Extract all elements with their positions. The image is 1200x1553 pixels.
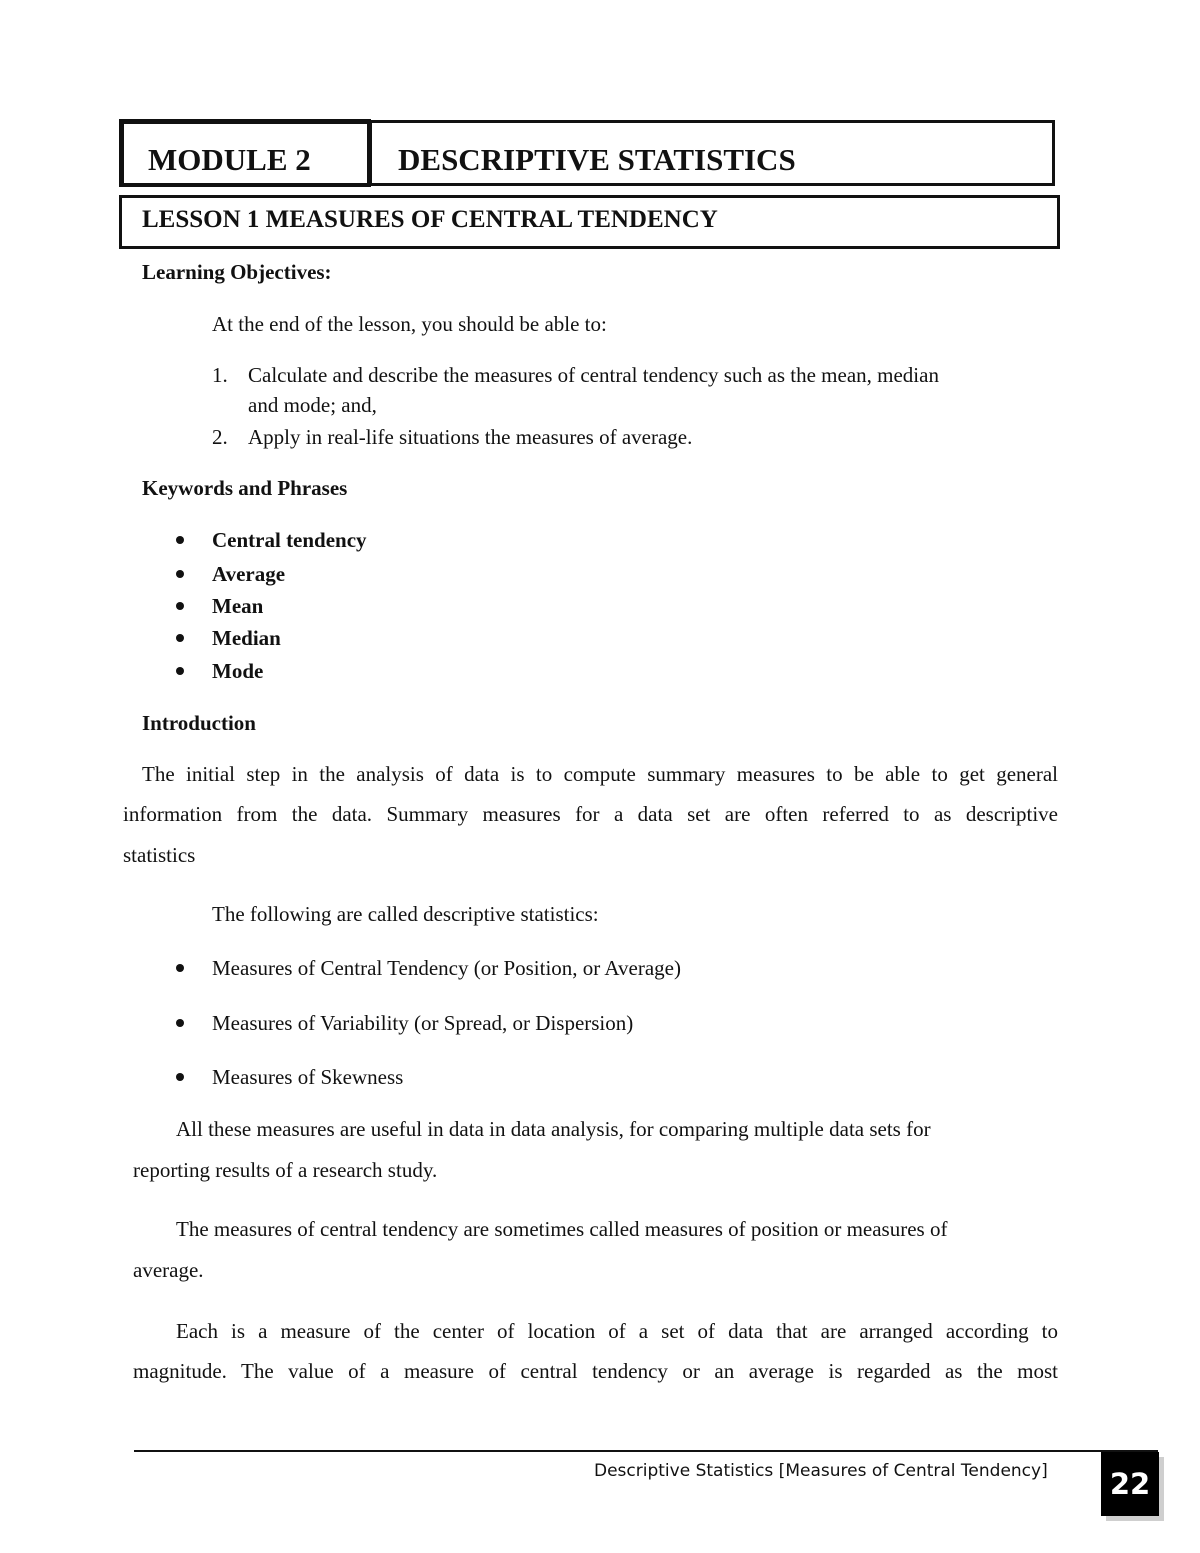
keyword-item: Mean — [212, 594, 264, 618]
bullet-icon — [176, 634, 184, 642]
bullet-icon — [176, 667, 184, 675]
following-text: The following are called descriptive statistics: — [212, 902, 599, 926]
lesson-title: LESSON 1 MEASURES OF CENTRAL TENDENCY — [142, 206, 718, 233]
objective-text-cont: and mode; and, — [248, 393, 377, 417]
objective-number: 2. — [212, 425, 228, 449]
module-title: DESCRIPTIVE STATISTICS — [398, 142, 796, 177]
intro-paragraph-line: information from the data. Summary measures for a data set are often referred to as descriptive — [123, 802, 1058, 826]
keyword-item: Median — [212, 626, 281, 650]
measure-item: Measures of Variability (or Spread, or Dispersion) — [212, 1011, 634, 1035]
paragraph-line: magnitude. The value of a measure of central tendency or an average is regarded as the most — [133, 1359, 1058, 1383]
keywords-heading: Keywords and Phrases — [142, 476, 348, 500]
footer-text: Descriptive Statistics [Measures of Central Tendency] — [594, 1461, 1048, 1481]
keyword-item: Central tendency — [212, 528, 367, 552]
bullet-icon — [176, 1073, 184, 1081]
objective-text: Apply in real-life situations the measures of average. — [248, 425, 693, 449]
bullet-icon — [176, 602, 184, 610]
keyword-item: Average — [212, 562, 286, 586]
measure-item: Measures of Central Tendency (or Position, or Average) — [212, 956, 681, 980]
intro-paragraph-line: statistics — [123, 843, 196, 867]
paragraph-line: reporting results of a research study. — [133, 1158, 438, 1182]
objective-text: Calculate and describe the measures of central tendency such as the mean, median — [248, 363, 939, 387]
objective-number: 1. — [212, 363, 228, 387]
footer-rule — [134, 1450, 1158, 1452]
paragraph-line: The measures of central tendency are sometimes called measures of position or measures of — [176, 1217, 948, 1241]
keyword-item: Mode — [212, 659, 264, 683]
paragraph-line: Each is a measure of the center of location of a set of data that are arranged according to — [176, 1319, 1058, 1343]
bullet-icon — [176, 536, 184, 544]
bullet-icon — [176, 964, 184, 972]
intro-paragraph-line: The initial step in the analysis of data is to compute summary measures to be able to get general — [142, 762, 1058, 786]
page-number: 22 — [1101, 1452, 1159, 1516]
introduction-heading: Introduction — [142, 711, 256, 735]
measure-item: Measures of Skewness — [212, 1065, 404, 1089]
bullet-icon — [176, 1019, 184, 1027]
module-label: MODULE 2 — [148, 142, 311, 177]
paragraph-line: All these measures are useful in data in data analysis, for comparing multiple data sets for — [176, 1117, 931, 1141]
objectives-intro: At the end of the lesson, you should be able to: — [212, 312, 607, 336]
objectives-heading: Learning Objectives: — [142, 260, 332, 284]
bullet-icon — [176, 570, 184, 578]
paragraph-line: average. — [133, 1258, 204, 1282]
